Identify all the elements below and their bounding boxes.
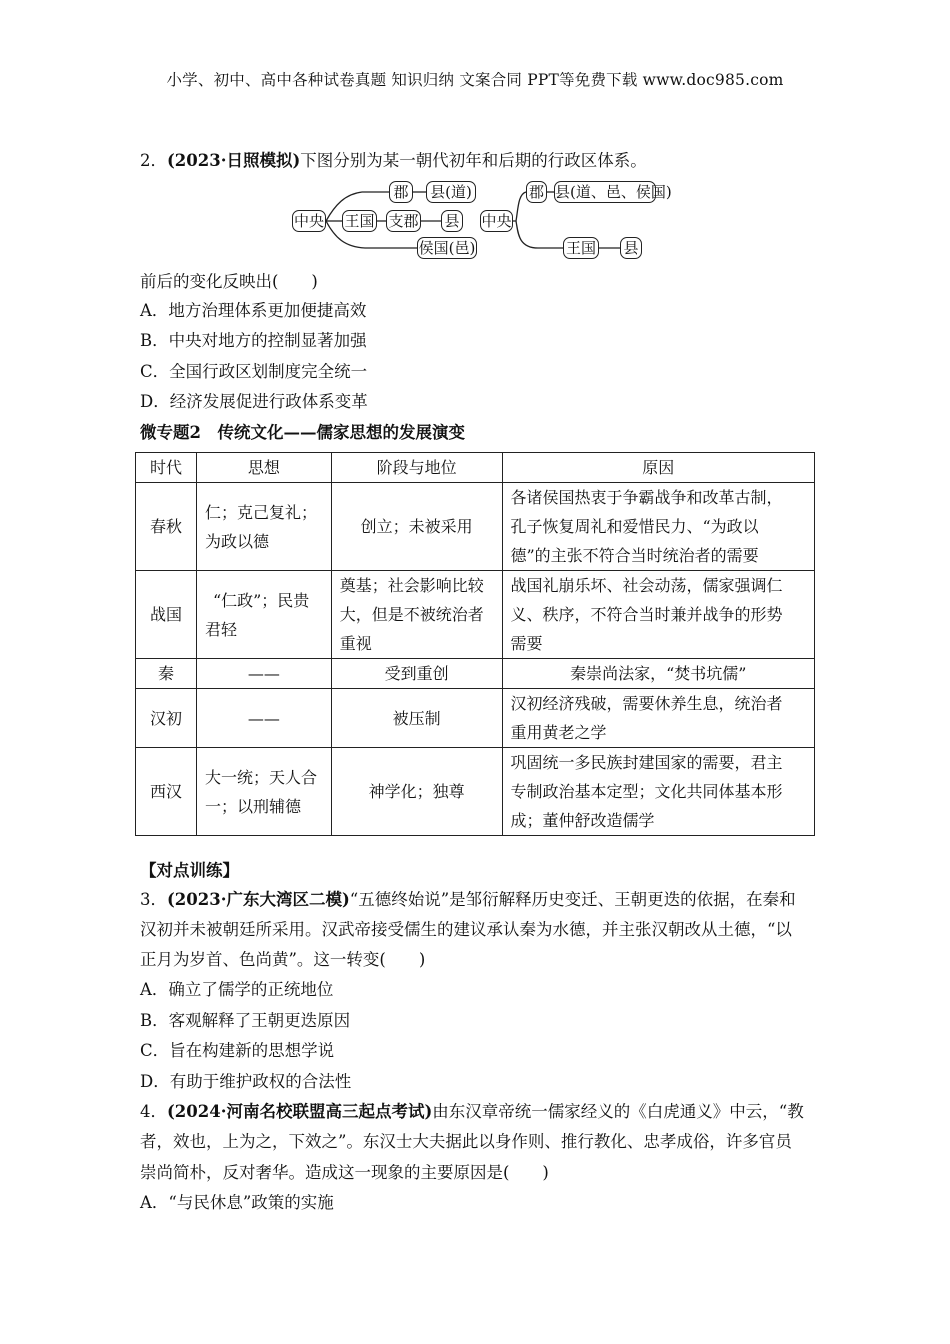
cell-reason: [502, 748, 815, 836]
cell-line: 神学化；独尊: [368, 782, 465, 801]
q2-option-a: A．地方治理体系更加便捷高效: [140, 301, 367, 320]
cell-era: 春秋: [136, 483, 197, 571]
left-xian-dao-box: 县(道): [426, 181, 476, 203]
cell-line: 创立；未被采用: [360, 517, 473, 536]
q3-number: 3．: [140, 890, 167, 909]
right-wangguo-box: 王国: [563, 237, 599, 259]
q3-option-d: D．有助于维护政权的合法性: [140, 1072, 352, 1091]
q4-line-1: [140, 1101, 804, 1123]
cell-line: “仁政”；民贵: [212, 590, 310, 610]
q2-prompt: 前后的变化反映出( ): [140, 272, 318, 291]
left-jun-box: 郡: [389, 181, 413, 203]
right-xian-multi-box: 县(道、邑、侯国): [555, 183, 672, 201]
cell-line: 奠基；社会影响比较: [339, 576, 484, 595]
table-row: [136, 483, 815, 571]
cell-reason: [502, 659, 815, 689]
cell-line: 义、秩序，不符合当时兼并战争的形势: [510, 605, 783, 624]
q2-option-b: B．中央对地方的控制显著加强: [140, 331, 367, 350]
cell-line: ——: [247, 664, 280, 683]
cell-line: 巩固统一多民族封建国家的需要，君主: [510, 753, 783, 772]
header-thought: 思想: [196, 453, 331, 483]
right-xian-box: 县: [620, 237, 642, 259]
cell-line: 大，但是不被统治者: [339, 605, 484, 624]
cell-status: [331, 571, 502, 659]
diagram-connectors: [0, 0, 950, 270]
table-header-row: [136, 453, 815, 483]
cell-line: 受到重创: [384, 664, 449, 683]
topic-title: 微专题2 传统文化——儒家思想的发展演变: [140, 423, 465, 442]
cell-line: 重用黄老之学: [510, 723, 607, 742]
q4-option-a: A．“与民休息”政策的实施: [140, 1193, 334, 1212]
cell-thought: [196, 748, 331, 836]
cell-era: 西汉: [136, 748, 197, 836]
q4-line-2: 者，效也，上为之，下效之”。东汉士大夫据此以身作则、推行教化、忠孝成俗，许多官员: [140, 1132, 792, 1151]
q3-option-b: B．客观解释了王朝更迭原因: [140, 1011, 351, 1030]
cell-line: 战国礼崩乐坏、社会动荡，儒家强调仁: [510, 576, 783, 595]
cell-thought: [196, 659, 331, 689]
cell-line: 君轻: [204, 619, 237, 639]
confucianism-table: [135, 452, 815, 836]
cell-status: [331, 483, 502, 571]
admin-diagram: [0, 0, 950, 270]
cell-line: 汉初经济残破，需要休养生息，统治者: [510, 694, 783, 713]
q2-stem-text: 下图分别为某一朝代初年和后期的行政区体系。: [300, 151, 647, 170]
cell-line: ——: [247, 708, 280, 728]
q3-line-2: 汉初并未被朝廷所采用。汉武帝接受儒生的建议承认秦为水德，并主张汉朝改从土德，“以: [140, 920, 792, 939]
table-row: [136, 689, 815, 748]
cell-line: 秦崇尚法家，“焚书坑儒”: [570, 664, 747, 683]
q4-line-3: 崇尚简朴，反对奢华。造成这一现象的主要原因是( ): [140, 1163, 549, 1182]
cell-era: 战国: [136, 571, 197, 659]
page-header: 小学、初中、高中各种试卷真题 知识归纳 文案合同 PPT等免费下载 www.doc985.com: [166, 71, 784, 89]
q3-source: (2023·广东大湾区二模): [167, 890, 350, 909]
q3-option-a: A．确立了儒学的正统地位: [140, 980, 334, 999]
left-xian-box: 县: [441, 210, 463, 232]
left-central-box: 中央: [293, 212, 324, 230]
practice-title: 【对点训练】: [140, 861, 239, 880]
q4-number: 4．: [140, 1102, 167, 1121]
cell-line: 大一统；天人合: [204, 767, 317, 787]
cell-line: 仁；克己复礼；: [204, 502, 317, 522]
table-row: [136, 659, 815, 689]
q3-text-1: “五德终始说”是邹衍解释历史变迁、王朝更迭的依据，在秦和: [349, 890, 796, 909]
cell-line: 重视: [339, 634, 372, 653]
cell-line: 需要: [510, 634, 543, 653]
cell-line: 一；以刑辅德: [204, 796, 301, 816]
header-reason: 原因: [502, 453, 815, 483]
right-jun-box: 郡: [526, 181, 547, 203]
q4-text-1: 由东汉章帝统一儒家经义的《白虎通义》中云，“教: [432, 1102, 804, 1121]
q2-option-c: C．全国行政区划制度完全统一: [140, 362, 368, 381]
q4-source: (2024·河南名校联盟高三起点考试): [167, 1102, 433, 1121]
cell-thought: [196, 689, 331, 748]
cell-thought: [196, 483, 331, 571]
q2-source: (2023·日照模拟): [167, 151, 301, 170]
cell-reason: [502, 483, 815, 571]
q2-number: 2．: [140, 151, 167, 170]
cell-status: [331, 659, 502, 689]
header-era: 时代: [136, 453, 197, 483]
left-wangguo-box: 王国: [342, 210, 377, 232]
table-row: [136, 571, 815, 659]
left-houguo-box: 侯国(邑): [418, 239, 476, 257]
table-row: [136, 748, 815, 836]
q2-option-d: D．经济发展促进行政体系变革: [140, 392, 368, 411]
cell-thought: [196, 571, 331, 659]
header-status: 阶段与地位: [331, 453, 502, 483]
cell-line: 孔子恢复周礼和爱惜民力、“为政以: [510, 517, 759, 536]
cell-era: 秦: [136, 659, 197, 689]
cell-line: 德”的主张不符合当时统治者的需要: [510, 546, 759, 565]
cell-status: [331, 748, 502, 836]
cell-reason: [502, 571, 815, 659]
cell-reason: [502, 689, 815, 748]
cell-line: 为政以德: [204, 531, 269, 551]
cell-line: 被压制: [392, 708, 441, 728]
right-central-box: 中央: [481, 212, 512, 230]
q3-line-1: [140, 889, 796, 911]
cell-status: [331, 689, 502, 748]
cell-line: 成；董仲舒改造儒学: [510, 811, 655, 830]
left-zhijun-box: 支郡: [386, 210, 421, 232]
q3-line-3: 正月为岁首、色尚黄”。这一转变( ): [140, 950, 426, 969]
cell-line: 专制政治基本定型；文化共同体基本形: [510, 782, 783, 801]
q3-option-c: C．旨在构建新的思想学说: [140, 1041, 335, 1060]
cell-era: 汉初: [136, 689, 197, 748]
cell-line: 各诸侯国热衷于争霸战争和改革古制，: [510, 488, 783, 507]
